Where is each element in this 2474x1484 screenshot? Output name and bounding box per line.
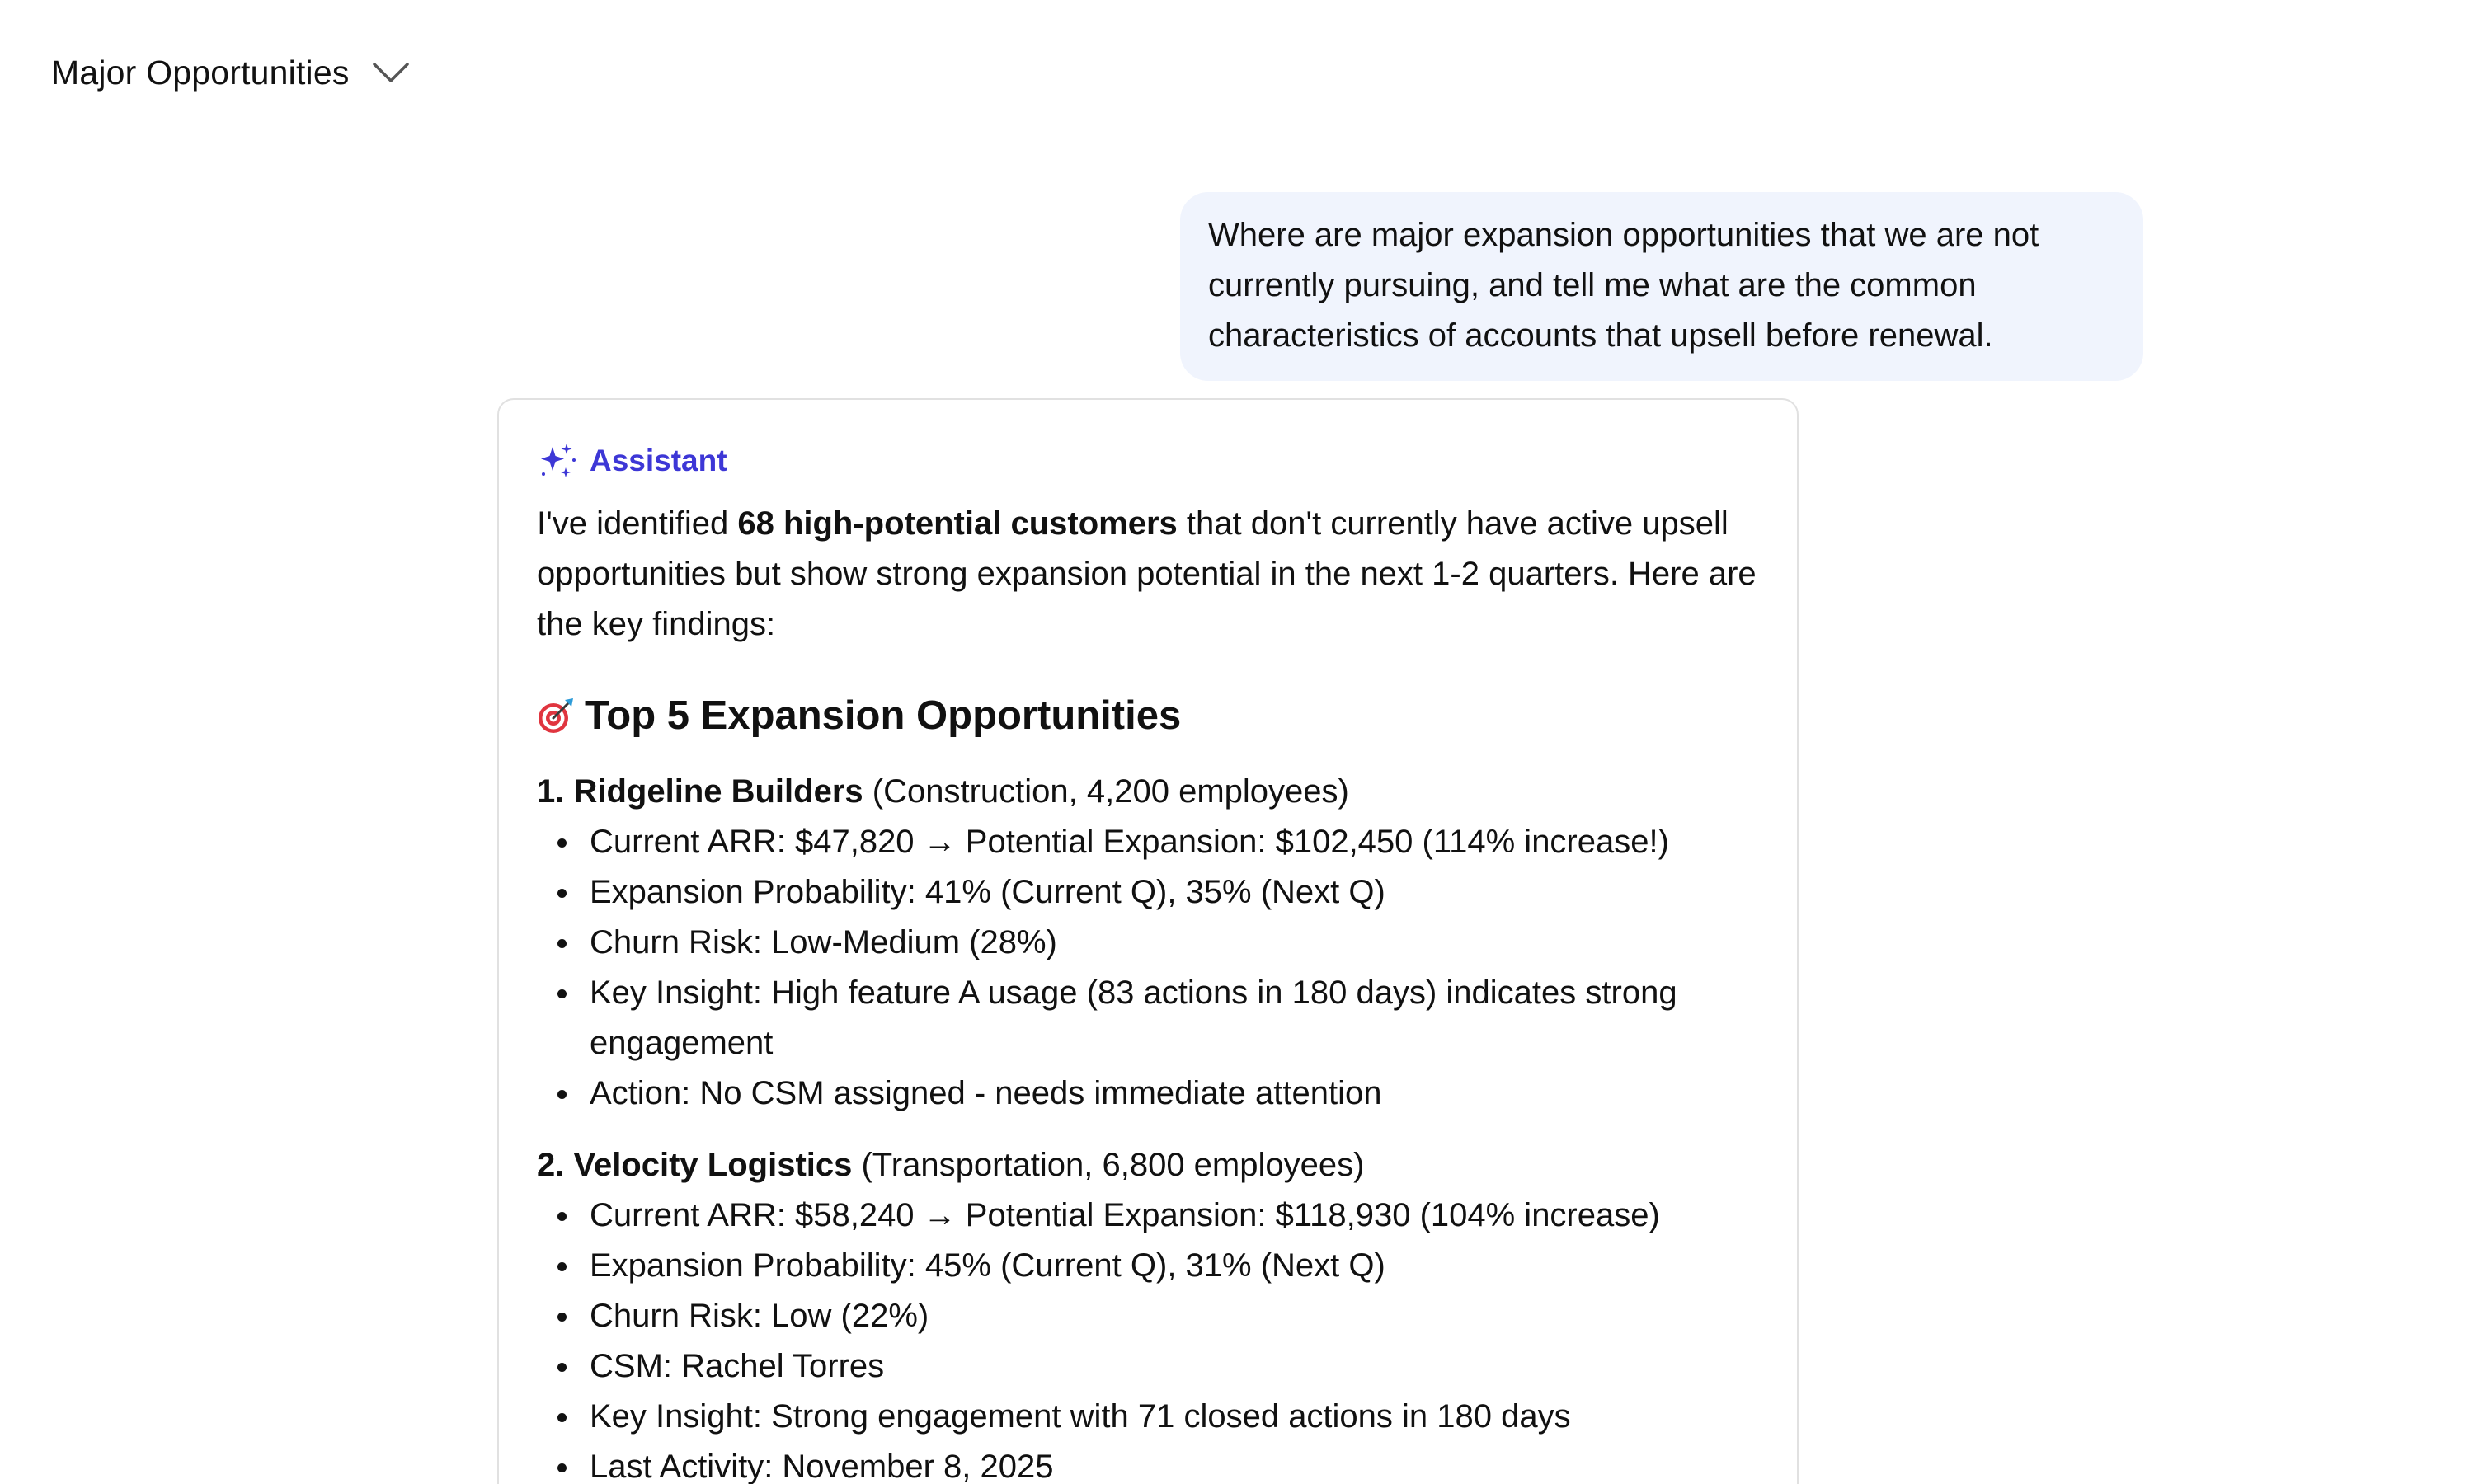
section-heading	[537, 689, 1759, 742]
opportunity-name: 2. Velocity Logistics	[537, 1147, 853, 1183]
bullet-key-insight: Key Insight: High feature A usage (83 actions in 180 days) indicates strong engagement	[537, 968, 1759, 1068]
bullet-csm: CSM: Rachel Torres	[537, 1341, 1759, 1392]
bullet-expansion-probability: Expansion Probability: 45% (Current Q), 31% (Next Q)	[537, 1241, 1759, 1291]
opportunity-item	[537, 1140, 1759, 1484]
bullet-last-activity: Last Activity: November 8, 2025	[537, 1442, 1759, 1484]
conversation-title-dropdown[interactable]	[51, 48, 411, 97]
bullet-current-arr: Current ARR: $47,820 → Potential Expansion: $102,450 (114% increase!)	[537, 817, 1759, 867]
opportunity-name: 1. Ridgeline Builders	[537, 773, 863, 810]
chevron-down-icon[interactable]	[371, 60, 411, 85]
conversation-title: Major Opportunities	[51, 53, 350, 92]
bullet-churn-risk: Churn Risk: Low (22%)	[537, 1291, 1759, 1341]
opportunity-detail: (Construction, 4,200 employees)	[863, 773, 1349, 810]
opportunity-title	[537, 1140, 1759, 1190]
bullet-current-arr: Current ARR: $58,240 → Potential Expansion: $118,930 (104% increase)	[537, 1190, 1759, 1241]
section-heading-text: Top 5 Expansion Opportunities	[585, 693, 1182, 738]
assistant-label: Assistant	[590, 444, 727, 477]
bullet-action: Action: No CSM assigned - needs immediate attention	[537, 1068, 1759, 1119]
target-icon	[537, 697, 575, 735]
bullet-churn-risk: Churn Risk: Low-Medium (28%)	[537, 918, 1759, 968]
user-message-text: Where are major expansion opportunities that we are not currently pursuing, and tell me what are the common characteristics of accounts that upsell before renewal.	[1208, 217, 2039, 354]
opportunity-detail: (Transportation, 6,800 employees)	[852, 1147, 1365, 1183]
user-message-bubble	[1180, 192, 2143, 381]
opportunity-bullets	[537, 817, 1759, 1119]
opportunity-bullets	[537, 1190, 1759, 1484]
bullet-key-insight: Key Insight: Strong engagement with 71 closed actions in 180 days	[537, 1392, 1759, 1442]
sparkle-icon	[537, 440, 578, 481]
assistant-message-card	[497, 398, 1799, 1484]
opportunity-title	[537, 767, 1759, 817]
opportunity-item	[537, 767, 1759, 1119]
intro-text-before: I've identified	[537, 505, 738, 542]
intro-text-bold: 68 high-potential customers	[737, 505, 1178, 542]
assistant-intro	[537, 499, 1759, 650]
bullet-expansion-probability: Expansion Probability: 41% (Current Q), 35% (Next Q)	[537, 867, 1759, 918]
intro-text-after: that don't currently have active upsell opportunities but show strong expansion potential in the next 1-2 quarters. Here are the key findings:	[537, 505, 1757, 642]
assistant-header	[537, 438, 1759, 484]
